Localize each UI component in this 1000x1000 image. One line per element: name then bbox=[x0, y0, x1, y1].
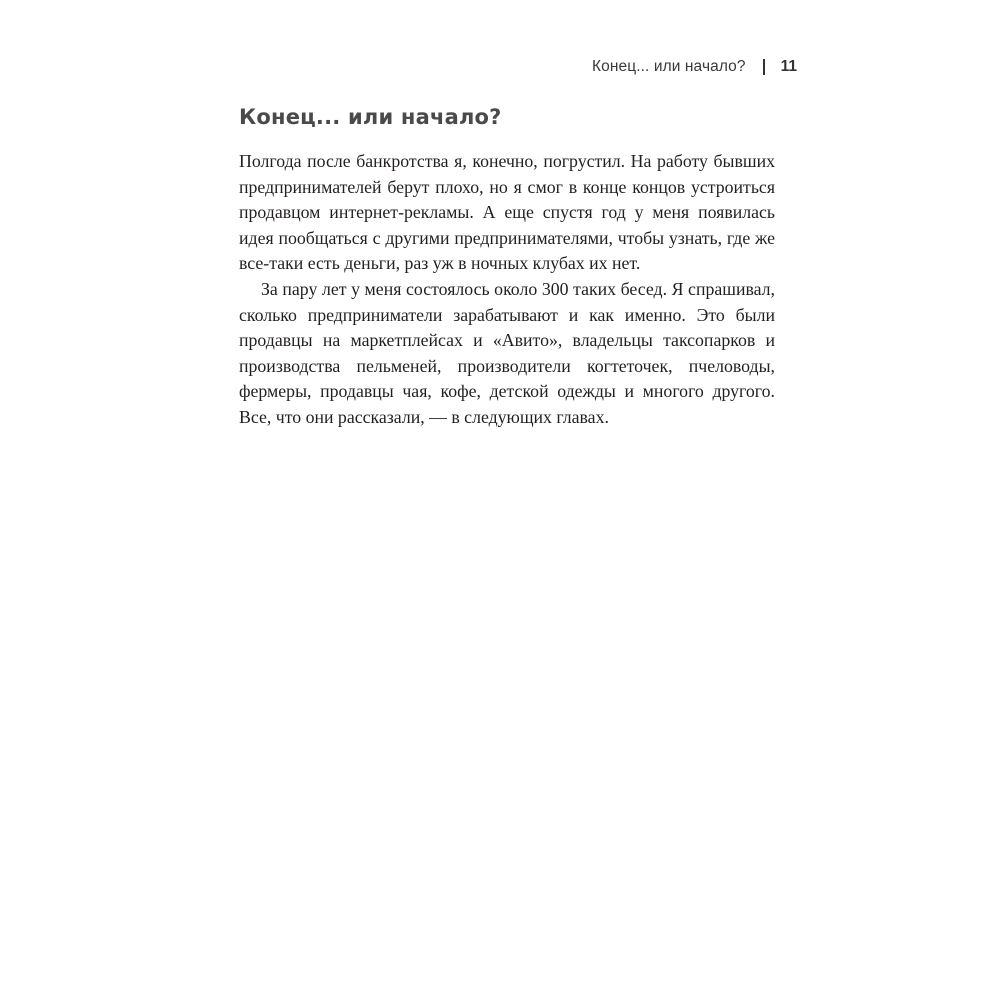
running-header bbox=[592, 58, 797, 76]
chapter-title: Конец... или начало? bbox=[239, 105, 502, 129]
paragraph-1: Полгода после банкротства я, конечно, погрустил. На работу бывших предпринимателей берут плохо, но я смог в конце концов устроиться продавцом интернет-рекламы. А еще спустя год у меня появилась идея пообщаться с другими предпринимателями, чтобы узнать, где же все-таки есть деньги, раз уж в ночных клубах их нет. bbox=[239, 151, 775, 274]
paragraph-2: За пару лет у меня состоялось около 300 таких бесед. Я спрашивал, сколько предприниматели зарабатывают и как именно. Это были продавцы на маркетплейсах и «Авито», владельцы таксопарков и производства пельменей, производители когтеточек, пчеловоды, фермеры, продавцы чая, кофе, детской одежды и многого другого. Все, что они рассказали, — в следующих главах. bbox=[239, 278, 775, 427]
page-number: 11 bbox=[780, 58, 797, 75]
page-content bbox=[239, 102, 775, 431]
running-title: Конец... или начало? bbox=[592, 58, 746, 75]
header-divider bbox=[763, 59, 765, 75]
